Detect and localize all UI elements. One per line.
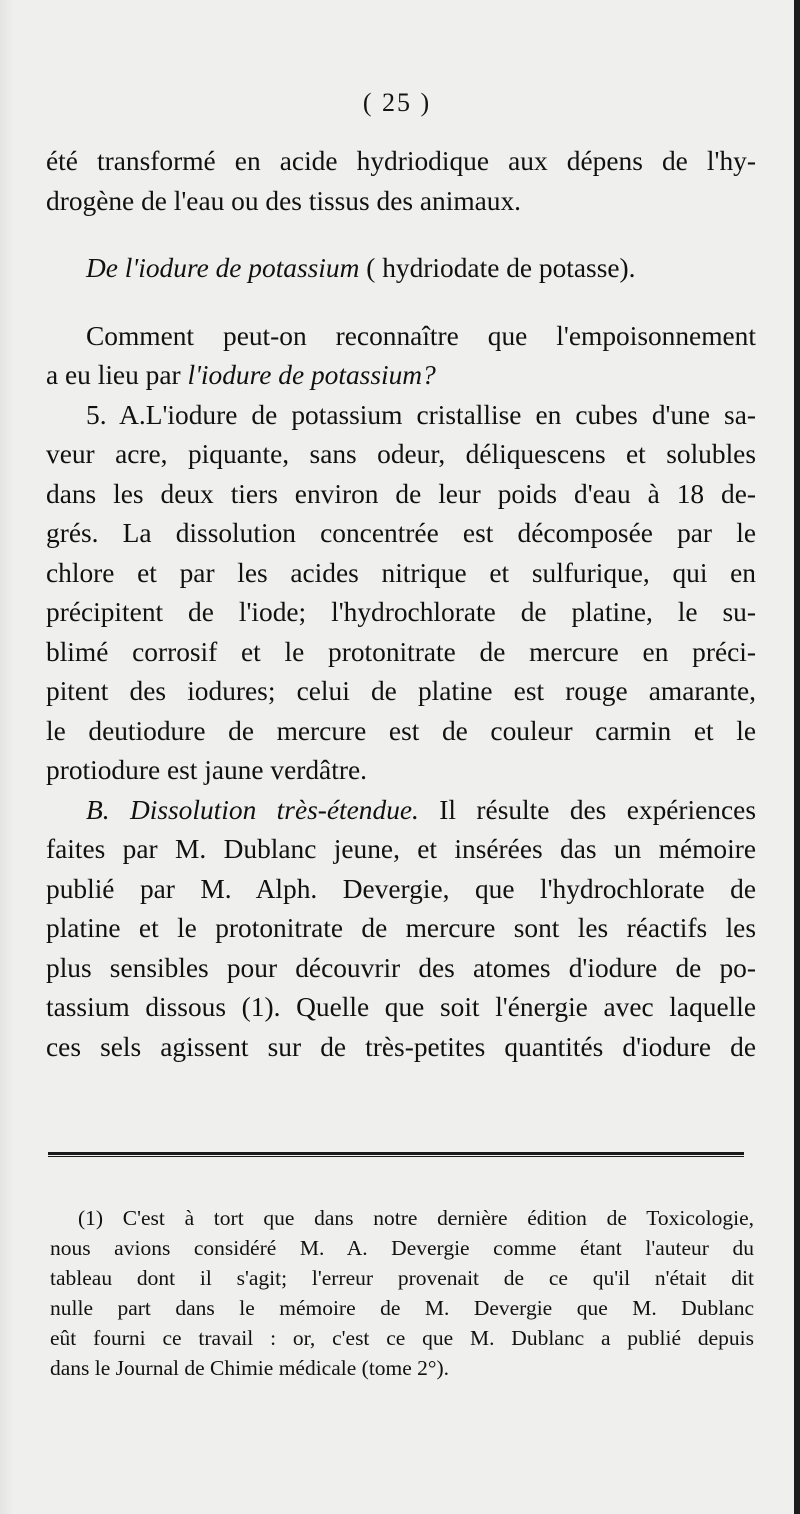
text-line: tassium dissous (1). Quelle que soit l'énergie avec laquelle xyxy=(46,992,756,1022)
question-italic: l'iodure de potassium? xyxy=(187,360,436,390)
heading-plain: ( hydriodate de potasse). xyxy=(359,253,636,283)
question-plain: a eu lieu par xyxy=(46,360,188,390)
footnote-line: tableau dont il s'agit; l'erreur provenait de ce qu'il n'était dit xyxy=(50,1266,754,1290)
footnote xyxy=(50,1203,754,1383)
text-line: chlore et par les acides nitrique et sulfurique, qui en xyxy=(46,557,756,588)
text-line: publié par M. Alph. Devergie, que l'hydrochlorate de xyxy=(46,873,756,904)
question-line xyxy=(46,356,756,396)
footnote-rule xyxy=(48,1152,744,1157)
text-line: veur acre, piquante, sans odeur, déliquescens et solubles xyxy=(46,439,756,469)
section-heading xyxy=(46,249,756,289)
text-line: protiodure est jaune verdâtre. xyxy=(46,755,367,785)
text-line: grés. La dissolution concentrée est décomposée par le xyxy=(46,518,756,548)
text-line: pitent des iodures; celui de platine est rouge amarante, xyxy=(46,676,756,706)
page-number: ( 25 ) xyxy=(362,88,432,117)
text-line: été transformé en acide hydriodique aux dépens de l'hy- xyxy=(46,146,756,176)
heading-italic: De l'iodure de potassium xyxy=(86,253,360,283)
text-line: plus sensibles pour découvrir des atomes d'iodure de po- xyxy=(46,952,756,983)
footnote-line: dans le Journal de Chimie médicale (tome 2°). xyxy=(50,1356,450,1380)
text-line: drogène de l'eau ou des tissus des animaux. xyxy=(46,185,522,216)
text-line: le deutiodure de mercure est de couleur carmin et le xyxy=(46,715,756,746)
text-line: platine et le protonitrate de mercure sont les réactifs les xyxy=(46,913,756,943)
paragraph-a-text: L'iodure de potassium cristallise en cubes d'une sa- xyxy=(145,399,756,430)
paragraph-a-label: 5. A. xyxy=(86,399,146,430)
paragraph-a-first-line xyxy=(46,396,756,436)
spacer xyxy=(46,289,756,317)
paragraph-b-label: B. Dissolution très-étendue. xyxy=(86,794,419,825)
text-line: faites par M. Dublanc jeune, et insérées das un mémoire xyxy=(46,834,756,864)
main-text xyxy=(46,142,756,1067)
paragraph-b-text: Il résulte des expériences xyxy=(418,794,756,825)
text-line: blimé corrosif et le protonitrate de mercure en préci- xyxy=(46,636,756,667)
footnote-line: eût fourni ce travail : or, c'est ce que M. Dublanc a publié depuis xyxy=(50,1326,754,1350)
paragraph-b-first-line xyxy=(46,791,756,831)
spacer xyxy=(46,221,756,249)
footnote-line: (1) C'est à tort que dans notre dernière édition de Toxicologie, xyxy=(78,1206,754,1230)
footnote-line: nous avions considéré M. A. Devergie comme étant l'auteur du xyxy=(50,1236,754,1260)
question-line: Comment peut-on reconnaître que l'empoisonnement xyxy=(86,320,756,351)
text-line: dans les deux tiers environ de leur poids d'eau à 18 de- xyxy=(46,478,756,509)
footnote-line: nulle part dans le mémoire de M. Devergie que M. Dublanc xyxy=(50,1296,754,1320)
text-line: précipitent de l'iode; l'hydrochlorate de platine, le su- xyxy=(46,597,756,627)
text-line: ces sels agissent sur de très-petites quantités d'iodure de xyxy=(46,1031,756,1062)
